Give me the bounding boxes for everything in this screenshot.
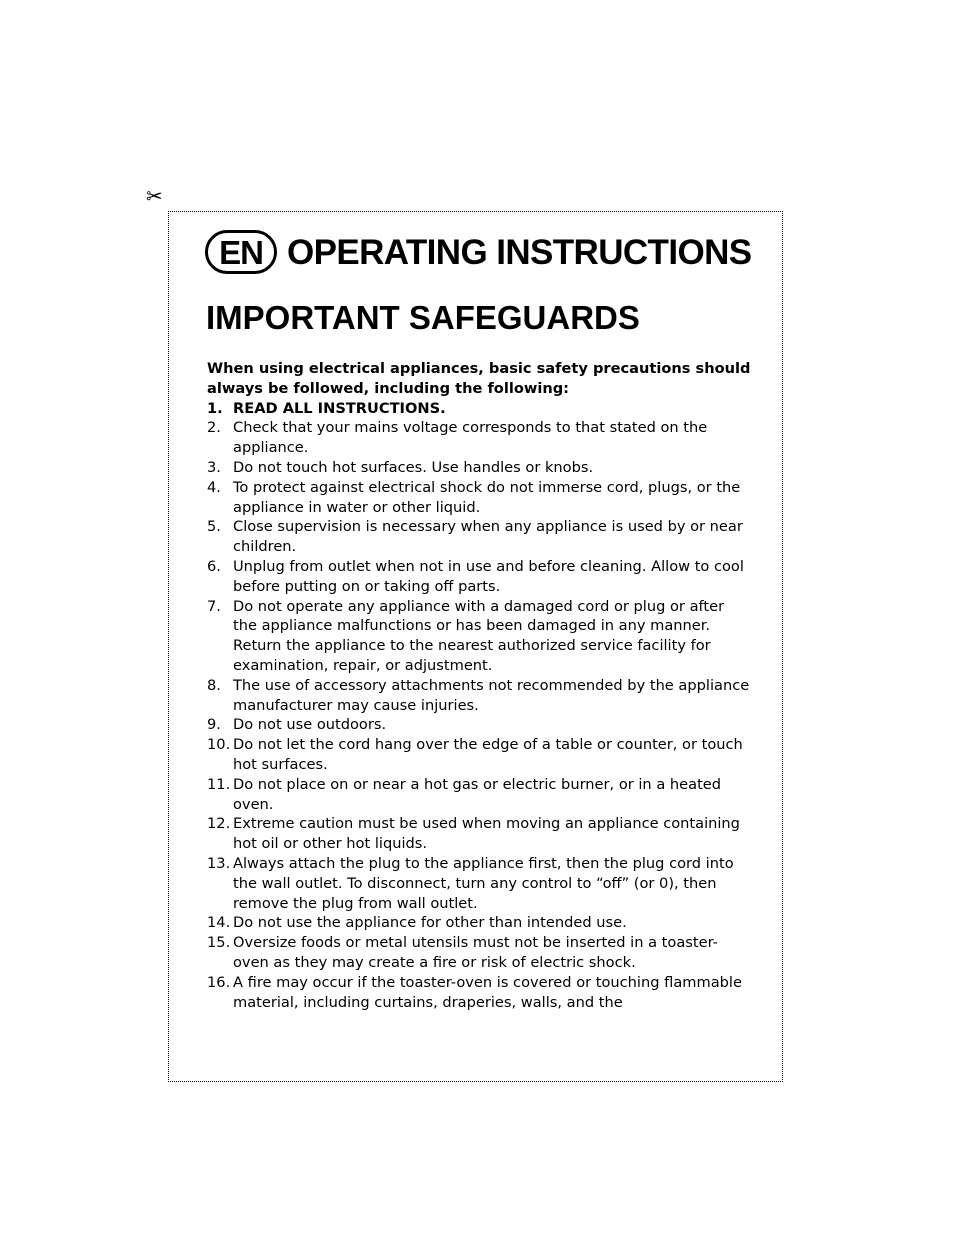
list-item-text: A fire may occur if the toaster-oven is covered or touching flammable material, including curtains, draperies, walls, and the [233,973,742,1011]
list-item [207,458,752,478]
page-title: IMPORTANT SAFEGUARDS [206,299,640,336]
list-item [207,557,752,597]
list-item-number: 16. [207,973,231,991]
list-item-text: Check that your mains voltage corresponds to that stated on the appliance. [233,419,708,457]
list-item [207,854,752,913]
list-item-text: Unplug from outlet when not in use and before cleaning. Allow to cool before putting on or taking off parts. [233,557,744,595]
list-item-number: 12. [207,815,231,833]
list-item-text: Oversize foods or metal utensils must not be inserted in a toaster-oven as they may create a fire or risk of electric shock. [233,934,718,971]
language-badge: EN [205,230,277,274]
list-item [207,676,752,716]
list-item-text: Do not use the appliance for other than intended use. [233,914,627,932]
list-item [207,735,752,775]
list-item [207,418,752,458]
list-item [207,775,752,815]
list-item-text: The use of accessory attachments not recommended by the appliance manufacturer may cause injuries. [233,676,750,714]
list-item [207,478,752,518]
list-item-text: READ ALL INSTRUCTIONS. [233,399,446,417]
list-item-text: Do not let the cord hang over the edge of a table or counter, or touch hot surfaces. [233,736,743,773]
list-item-number: 4. [207,478,221,496]
list-item [207,814,752,854]
list-item-number: 7. [207,597,221,615]
list-item-text: Do not place on or near a hot gas or electric burner, or in a heated oven. [233,775,722,813]
section-header [205,227,752,277]
list-item [207,933,752,973]
safeguards-list [207,399,752,1013]
list-item-text: Close supervision is necessary when any appliance is used by or near children. [233,518,743,556]
header-title: OPERATING INSTRUCTIONS [287,232,752,272]
list-item [207,517,752,557]
list-item-number: 1. [207,399,223,417]
list-item [207,715,752,735]
list-item-text: Do not touch hot surfaces. Use handles or knobs. [233,458,594,476]
list-item-text: Do not use outdoors. [233,716,387,734]
intro-paragraph: When using electrical appliances, basic safety precautions should always be followed, including the following: [207,360,751,397]
list-item [207,399,752,419]
list-item-text: Extreme caution must be used when moving an appliance containing hot oil or other hot liquids. [233,815,740,853]
list-item-number: 2. [207,419,221,437]
list-item-number: 6. [207,557,221,575]
list-item-number: 10. [207,736,231,754]
list-item-number: 15. [207,934,231,952]
list-item [207,597,752,676]
safeguards-content [207,359,752,1012]
list-item [207,913,752,933]
list-item-number: 14. [207,914,231,932]
list-item-number: 5. [207,518,221,536]
list-item-number: 3. [207,458,221,476]
list-item-number: 8. [207,676,221,694]
scissors-icon: ✂ [146,184,163,208]
list-item-text: Always attach the plug to the appliance first, then the plug cord into the wall outlet. To disconnect, turn any control to “off” (or 0), then remove the plug from wall outlet. [233,854,734,912]
list-item-number: 13. [207,854,231,872]
list-item-number: 11. [207,775,231,793]
list-item-text: Do not operate any appliance with a damaged cord or plug or after the appliance malfunctions or has been damaged in any manner. Return the appliance to the nearest authorized service facility for examination, repair, or adjustment. [233,597,725,674]
list-item [207,973,752,1013]
list-item-text: To protect against electrical shock do not immerse cord, plugs, or the appliance in water or other liquid. [233,478,741,516]
list-item-number: 9. [207,716,221,734]
